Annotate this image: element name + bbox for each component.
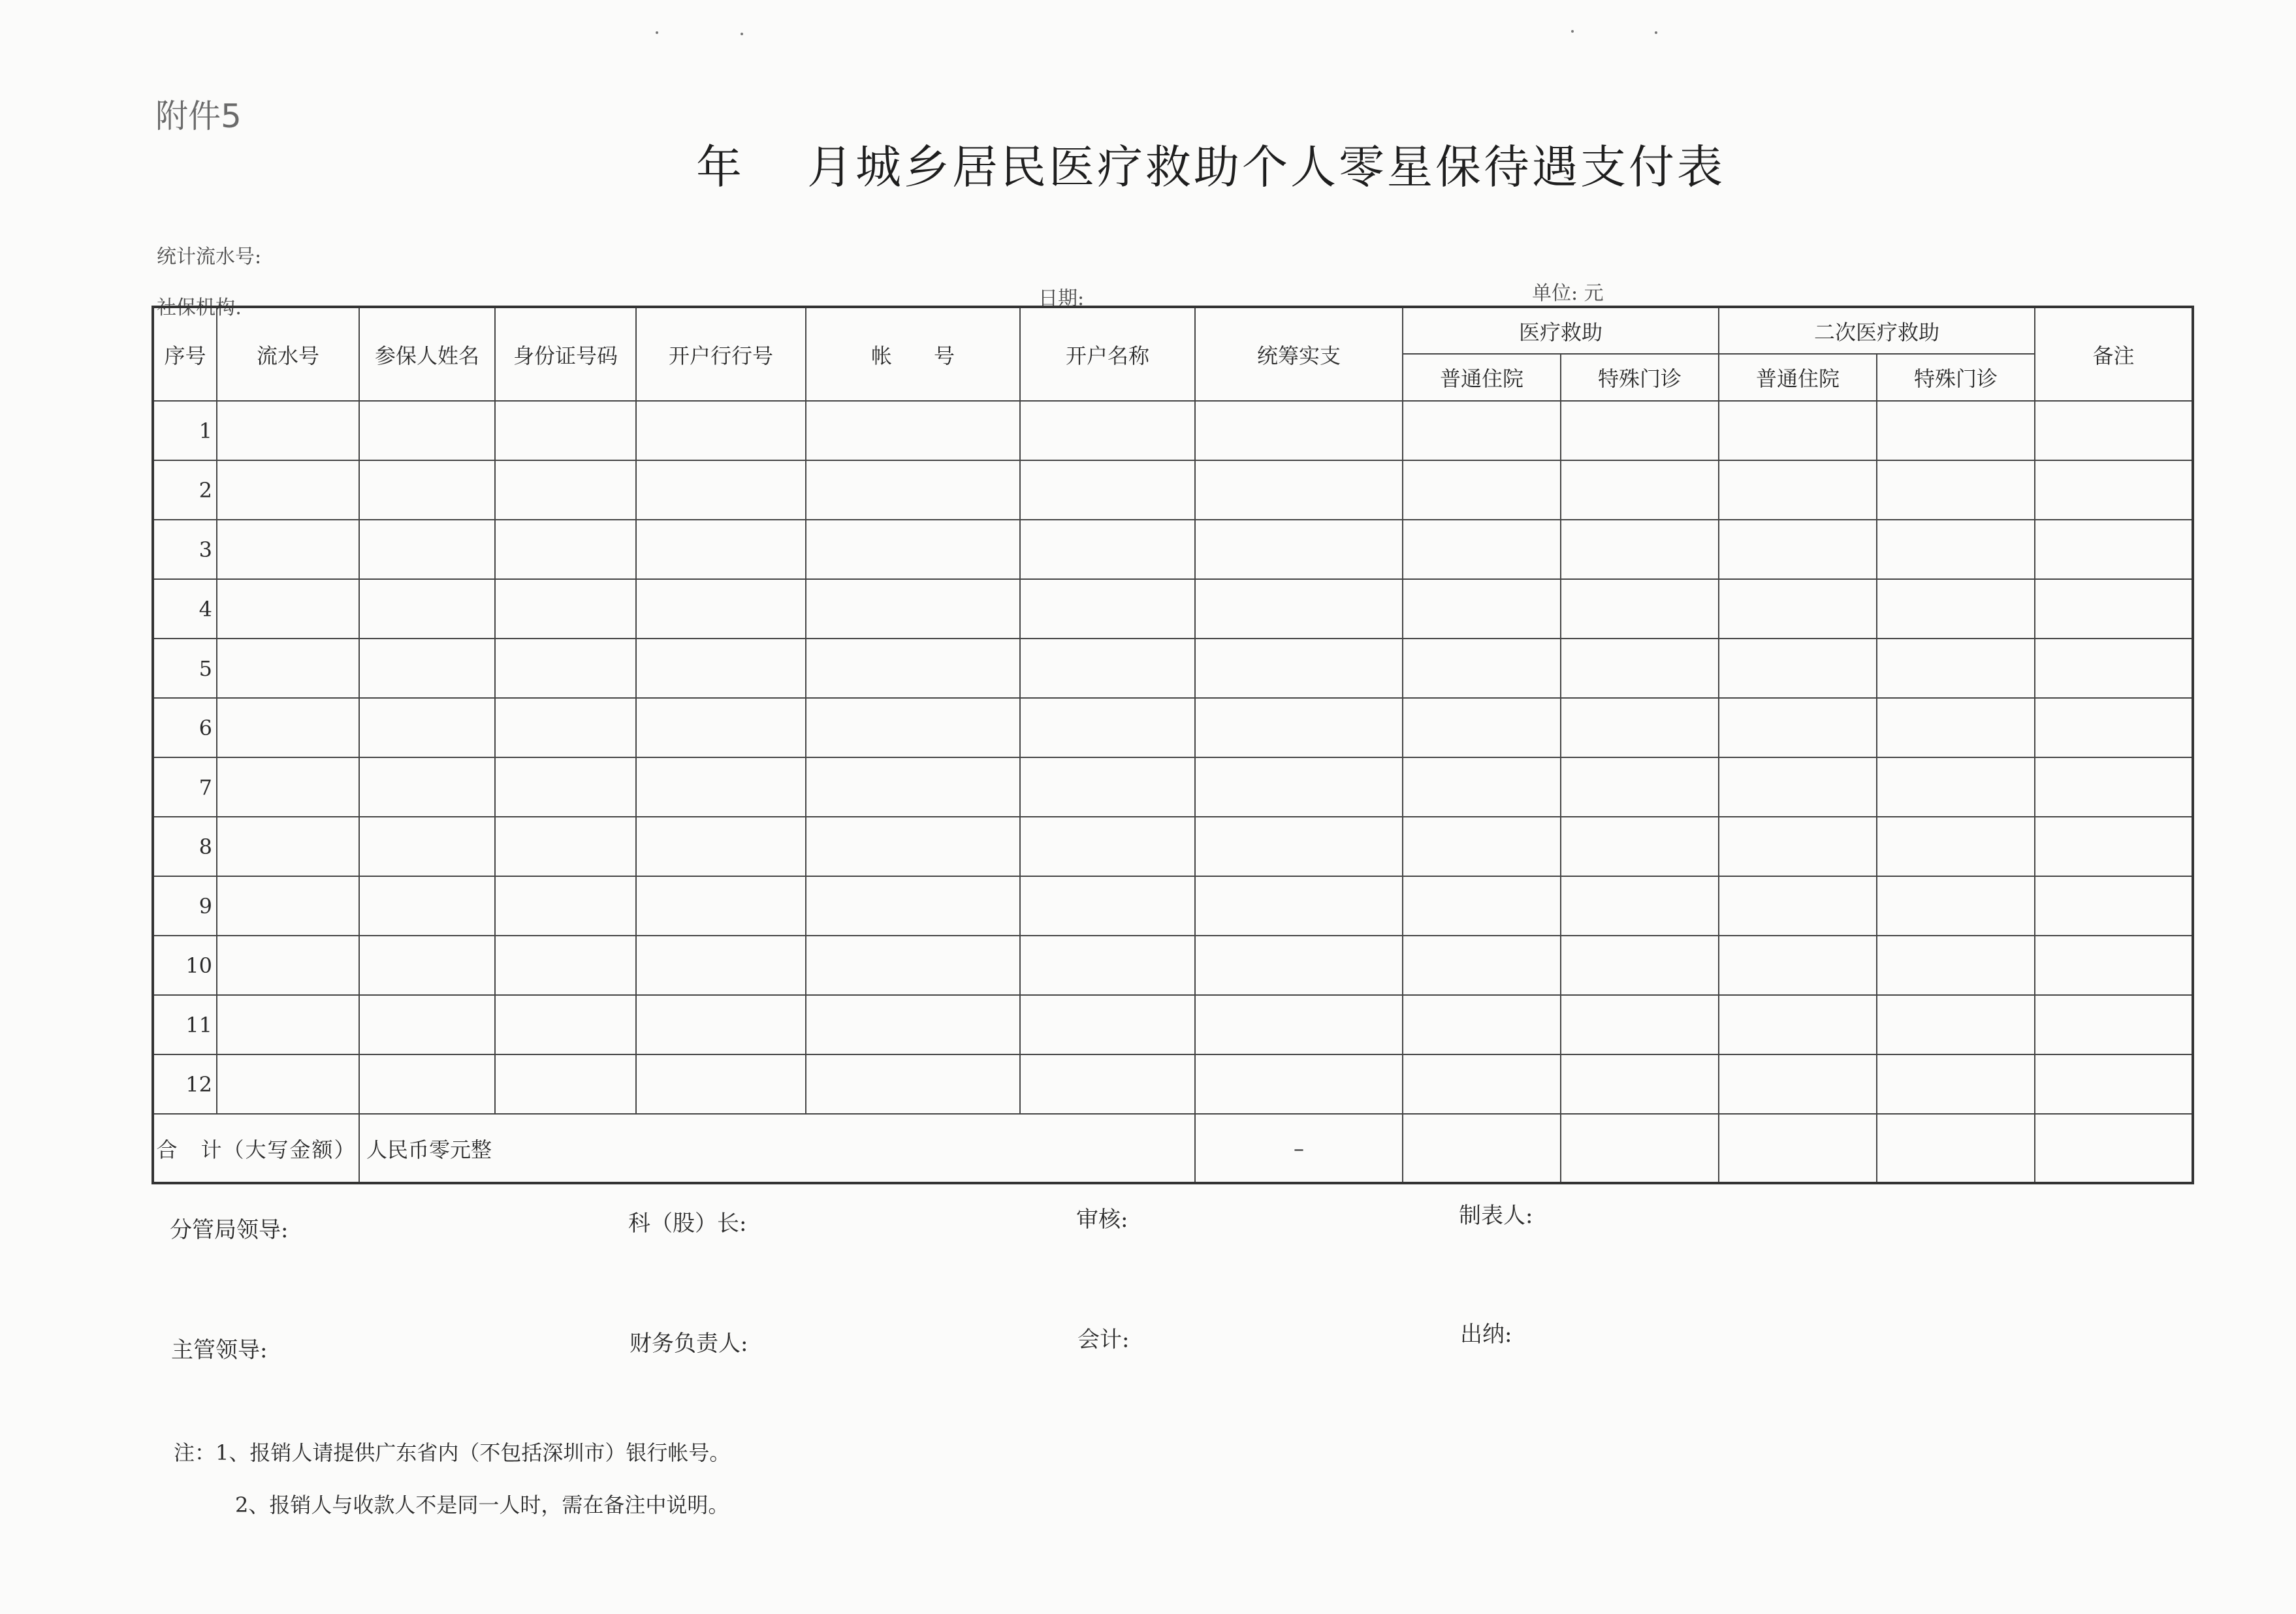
- table-cell[interactable]: [495, 520, 636, 579]
- table-cell[interactable]: [1877, 460, 2035, 520]
- table-cell[interactable]: [1195, 817, 1403, 876]
- table-cell[interactable]: [806, 520, 1020, 579]
- table-cell[interactable]: [359, 401, 495, 460]
- table-cell[interactable]: [359, 757, 495, 817]
- table-cell[interactable]: [1403, 817, 1561, 876]
- table-cell[interactable]: [1403, 876, 1561, 936]
- table-cell[interactable]: [1719, 639, 1877, 698]
- table-row: [153, 401, 2193, 460]
- table-cell[interactable]: [2035, 401, 2193, 460]
- table-cell[interactable]: [2035, 639, 2193, 698]
- table-row: [153, 579, 2193, 639]
- table-cell[interactable]: [1403, 995, 1561, 1054]
- table-cell[interactable]: [806, 876, 1020, 936]
- table-cell[interactable]: [1561, 995, 1719, 1054]
- scan-speck: [741, 33, 743, 35]
- table-cell[interactable]: [1195, 520, 1403, 579]
- chief-leader-label: 主管领导:: [171, 1337, 268, 1363]
- table-cell[interactable]: [1877, 757, 2035, 817]
- note-2: 2、报销人与收款人不是同一人时，需在备注中说明。: [235, 1493, 729, 1517]
- table-cell[interactable]: [1403, 936, 1561, 995]
- table-cell[interactable]: [1719, 757, 1877, 817]
- table-cell[interactable]: [1719, 520, 1877, 579]
- table-cell[interactable]: [1719, 401, 1877, 460]
- table-cell[interactable]: [1020, 698, 1195, 757]
- table-cell[interactable]: [1403, 401, 1561, 460]
- table-cell[interactable]: [359, 520, 495, 579]
- total-cell[interactable]: [2035, 1114, 2193, 1183]
- table-cell[interactable]: [495, 401, 636, 460]
- table-cell[interactable]: [217, 876, 359, 936]
- table-cell[interactable]: [217, 757, 359, 817]
- table-cell[interactable]: [359, 460, 495, 520]
- row-number: 9: [153, 876, 217, 936]
- table-row: [153, 757, 2193, 817]
- table-cell[interactable]: [495, 995, 636, 1054]
- header-account: 帐 号: [806, 307, 1020, 401]
- header-second-special-outpatient: 特殊门诊: [1877, 354, 2035, 401]
- table-cell[interactable]: [2035, 757, 2193, 817]
- table-cell[interactable]: [217, 460, 359, 520]
- table-cell[interactable]: [495, 876, 636, 936]
- row-number: 4: [153, 579, 217, 639]
- table-body: [153, 401, 2193, 1114]
- table-cell[interactable]: [1877, 876, 2035, 936]
- table-cell[interactable]: [636, 639, 806, 698]
- header-med-special-outpatient: 特殊门诊: [1561, 354, 1719, 401]
- header-remark: 备注: [2035, 307, 2193, 401]
- serial-number-label: 统计流水号:: [157, 245, 262, 268]
- table-cell[interactable]: [217, 520, 359, 579]
- table-cell[interactable]: [1020, 817, 1195, 876]
- preparer-label: 制表人:: [1459, 1203, 1533, 1229]
- table-cell[interactable]: [1877, 1054, 2035, 1114]
- table-cell[interactable]: [1020, 579, 1195, 639]
- total-cell[interactable]: [1403, 1114, 1561, 1183]
- table-cell[interactable]: [495, 1054, 636, 1114]
- table-cell[interactable]: [1561, 936, 1719, 995]
- table-row: [153, 520, 2193, 579]
- table-cell[interactable]: [359, 579, 495, 639]
- table-cell[interactable]: [636, 757, 806, 817]
- header-name: 参保人姓名: [359, 307, 495, 401]
- table-cell[interactable]: [2035, 579, 2193, 639]
- table-cell[interactable]: [1020, 757, 1195, 817]
- table-cell[interactable]: [806, 995, 1020, 1054]
- table-cell[interactable]: [636, 817, 806, 876]
- table-cell[interactable]: [2035, 1054, 2193, 1114]
- table-row: [153, 817, 2193, 876]
- row-number: 7: [153, 757, 217, 817]
- header-serial-no: 流水号: [217, 307, 359, 401]
- table-cell[interactable]: [636, 520, 806, 579]
- table-cell[interactable]: [1020, 1054, 1195, 1114]
- table-cell[interactable]: [1403, 579, 1561, 639]
- table-cell[interactable]: [1719, 1054, 1877, 1114]
- table-cell[interactable]: [495, 817, 636, 876]
- table-row: [153, 936, 2193, 995]
- header-id-no: 身份证号码: [495, 307, 636, 401]
- table-cell[interactable]: [1195, 639, 1403, 698]
- table-cell[interactable]: [1020, 520, 1195, 579]
- table-cell[interactable]: [1561, 520, 1719, 579]
- total-value: 人民币零元整: [359, 1114, 1195, 1183]
- table-cell[interactable]: [1195, 401, 1403, 460]
- table-cell[interactable]: [636, 401, 806, 460]
- table-cell[interactable]: [1877, 401, 2035, 460]
- table-cell[interactable]: [1561, 579, 1719, 639]
- table-row: [153, 460, 2193, 520]
- total-label: 合 计（大写金额）: [153, 1114, 359, 1183]
- table-cell[interactable]: [636, 460, 806, 520]
- cashier-label: 出纳:: [1460, 1321, 1512, 1348]
- table-cell[interactable]: [2035, 520, 2193, 579]
- row-number: 6: [153, 698, 217, 757]
- table-cell[interactable]: [1561, 817, 1719, 876]
- row-number: 5: [153, 639, 217, 698]
- table-cell[interactable]: [2035, 876, 2193, 936]
- pool-total: –: [1195, 1114, 1403, 1183]
- table-cell[interactable]: [1719, 698, 1877, 757]
- table-cell[interactable]: [495, 936, 636, 995]
- table-cell[interactable]: [1719, 579, 1877, 639]
- table-cell[interactable]: [495, 639, 636, 698]
- table-cell[interactable]: [1195, 936, 1403, 995]
- table-cell[interactable]: [1719, 460, 1877, 520]
- header-pool-pay: 统筹实支: [1195, 307, 1403, 401]
- table-cell[interactable]: [359, 817, 495, 876]
- scan-speck: [656, 31, 658, 34]
- table-row: [153, 995, 2193, 1054]
- table-cell[interactable]: [1877, 579, 2035, 639]
- table-cell[interactable]: [1403, 1054, 1561, 1114]
- table-cell[interactable]: [1020, 639, 1195, 698]
- header-bank-no: 开户行行号: [636, 307, 806, 401]
- table-cell[interactable]: [2035, 936, 2193, 995]
- table-cell[interactable]: [1195, 579, 1403, 639]
- header-med-inpatient: 普通住院: [1403, 354, 1561, 401]
- table-cell[interactable]: [1020, 460, 1195, 520]
- table-cell[interactable]: [217, 579, 359, 639]
- table-cell[interactable]: [636, 698, 806, 757]
- table-cell[interactable]: [806, 1054, 1020, 1114]
- table-cell[interactable]: [636, 579, 806, 639]
- table-cell[interactable]: [636, 936, 806, 995]
- table-cell[interactable]: [1561, 401, 1719, 460]
- table-cell[interactable]: [636, 995, 806, 1054]
- table-cell[interactable]: [217, 639, 359, 698]
- row-number: 2: [153, 460, 217, 520]
- table-cell[interactable]: [806, 936, 1020, 995]
- table-cell[interactable]: [1561, 1054, 1719, 1114]
- table-cell[interactable]: [359, 698, 495, 757]
- table-cell[interactable]: [1877, 936, 2035, 995]
- table-cell[interactable]: [806, 401, 1020, 460]
- table-cell[interactable]: [1403, 757, 1561, 817]
- table-cell[interactable]: [495, 757, 636, 817]
- table-cell[interactable]: [495, 698, 636, 757]
- table-cell[interactable]: [1877, 698, 2035, 757]
- table-cell[interactable]: [806, 757, 1020, 817]
- table-cell[interactable]: [2035, 698, 2193, 757]
- table-cell[interactable]: [636, 1054, 806, 1114]
- table-cell[interactable]: [1719, 817, 1877, 876]
- table-cell[interactable]: [2035, 817, 2193, 876]
- table-cell[interactable]: [1403, 639, 1561, 698]
- accountant-label: 会计:: [1077, 1327, 1130, 1353]
- table-cell[interactable]: [217, 401, 359, 460]
- review-label: 审核:: [1076, 1207, 1128, 1233]
- scan-speck: [1571, 30, 1574, 33]
- table-cell[interactable]: [217, 698, 359, 757]
- row-number: 10: [153, 936, 217, 995]
- header-row-1: [153, 307, 2193, 354]
- table-cell[interactable]: [806, 817, 1020, 876]
- total-cell[interactable]: [1561, 1114, 1719, 1183]
- table-cell[interactable]: [495, 460, 636, 520]
- table-row: [153, 698, 2193, 757]
- row-number: 1: [153, 401, 217, 460]
- table-cell[interactable]: [217, 995, 359, 1054]
- header-second-inpatient: 普通住院: [1719, 354, 1877, 401]
- table-cell[interactable]: [1403, 698, 1561, 757]
- table-row: [153, 639, 2193, 698]
- table-cell[interactable]: [1719, 995, 1877, 1054]
- payment-table: [151, 306, 2194, 1184]
- table-cell[interactable]: [1195, 1054, 1403, 1114]
- date-label: 日期:: [1038, 287, 1085, 310]
- table-cell[interactable]: [359, 639, 495, 698]
- table-cell[interactable]: [1195, 698, 1403, 757]
- total-row: [153, 1114, 2193, 1183]
- total-cell[interactable]: [1719, 1114, 1877, 1183]
- table-cell[interactable]: [1403, 460, 1561, 520]
- table-cell[interactable]: [1719, 936, 1877, 995]
- row-number: 12: [153, 1054, 217, 1114]
- table-cell[interactable]: [1877, 520, 2035, 579]
- social-security-org-label: 社保机构:: [157, 296, 242, 319]
- table-cell[interactable]: [217, 1054, 359, 1114]
- row-number: 3: [153, 520, 217, 579]
- table-cell[interactable]: [1561, 639, 1719, 698]
- row-number: 11: [153, 995, 217, 1054]
- unit-label: 单位: 元: [1532, 282, 1604, 305]
- table-cell[interactable]: [359, 936, 495, 995]
- table-cell[interactable]: [2035, 995, 2193, 1054]
- table-row: [153, 1054, 2193, 1114]
- table-cell[interactable]: [806, 579, 1020, 639]
- table-cell[interactable]: [1020, 995, 1195, 1054]
- header-med-aid: 医疗救助: [1403, 307, 1719, 354]
- header-seq: 序号: [153, 307, 217, 401]
- table-cell[interactable]: [1020, 936, 1195, 995]
- table-cell[interactable]: [1195, 876, 1403, 936]
- table-cell[interactable]: [1877, 995, 2035, 1054]
- table-cell[interactable]: [1877, 639, 2035, 698]
- section-chief-label: 科（股）长:: [628, 1210, 747, 1237]
- table-cell[interactable]: [359, 995, 495, 1054]
- table-cell[interactable]: [217, 817, 359, 876]
- header-second-aid: 二次医疗救助: [1719, 307, 2035, 354]
- table-cell[interactable]: [1195, 757, 1403, 817]
- note-1: 注：1、报销人请提供广东省内（不包括深圳市）银行帐号。: [174, 1440, 731, 1465]
- table-cell[interactable]: [1719, 876, 1877, 936]
- table-cell[interactable]: [806, 698, 1020, 757]
- table-cell[interactable]: [359, 876, 495, 936]
- header-account-name: 开户名称: [1020, 307, 1195, 401]
- division-leader-label: 分管局领导:: [170, 1217, 289, 1243]
- table-row: [153, 876, 2193, 936]
- page-title: 月城乡居民医疗救助个人零星保待遇支付表: [807, 140, 1725, 194]
- table-cell[interactable]: [1403, 520, 1561, 579]
- table-cell[interactable]: [1561, 757, 1719, 817]
- table-cell[interactable]: [806, 639, 1020, 698]
- scan-speck: [1655, 31, 1657, 34]
- title-year: 年: [696, 140, 742, 194]
- table-cell[interactable]: [2035, 460, 2193, 520]
- table-cell[interactable]: [217, 936, 359, 995]
- table-cell[interactable]: [359, 1054, 495, 1114]
- table-cell[interactable]: [1561, 876, 1719, 936]
- table-cell[interactable]: [1020, 876, 1195, 936]
- finance-head-label: 财务负责人:: [630, 1331, 748, 1357]
- table-cell[interactable]: [636, 876, 806, 936]
- table-cell[interactable]: [1561, 698, 1719, 757]
- row-number: 8: [153, 817, 217, 876]
- table-cell[interactable]: [1561, 460, 1719, 520]
- table-cell[interactable]: [1020, 401, 1195, 460]
- table-cell[interactable]: [1195, 460, 1403, 520]
- table-cell[interactable]: [806, 460, 1020, 520]
- table-cell[interactable]: [1195, 995, 1403, 1054]
- table-cell[interactable]: [1877, 817, 2035, 876]
- table-cell[interactable]: [495, 579, 636, 639]
- attachment-label: 附件5: [155, 97, 242, 135]
- total-cell[interactable]: [1877, 1114, 2035, 1183]
